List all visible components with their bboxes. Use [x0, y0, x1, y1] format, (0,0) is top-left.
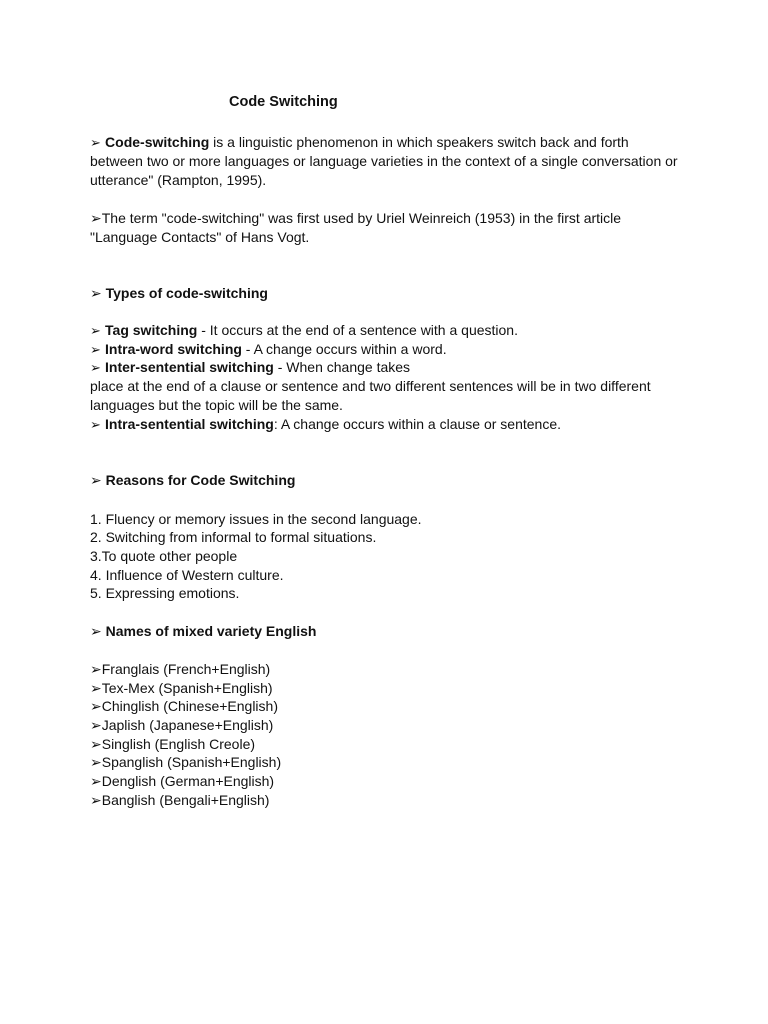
name-item: ➢Chinglish (Chinese+English) [90, 698, 278, 714]
reason-item: 5. Expressing emotions. [90, 585, 240, 601]
name-item: ➢Tex-Mex (Spanish+English) [90, 680, 273, 696]
history-line-1: ➢The term "code-switching" was first used by Uriel Weinreich (1953) in the first article [90, 210, 622, 226]
type-item-intra-word [90, 340, 447, 360]
history-line-2: "Language Contacts" of Hans Vogt. [90, 229, 310, 245]
type-term: Inter-sentential switching [105, 359, 274, 375]
intro-line-2: between two or more languages or language varieties in the context of a single conversation or [90, 153, 678, 169]
name-item: ➢Denglish (German+English) [90, 773, 275, 789]
name-item: ➢Japlish (Japanese+English) [90, 717, 274, 733]
types-heading: ➢ Types of code-switching [90, 285, 268, 301]
bullet-arrow-icon: ➢ [90, 343, 106, 358]
type-item-intra-sentential [90, 415, 561, 435]
names-heading: ➢ Names of mixed variety English [90, 623, 317, 639]
type-description: - When change takes [273, 359, 411, 375]
reason-item: 2. Switching from informal to formal situations. [90, 529, 377, 545]
type-term: Intra-sentential switching [105, 416, 274, 432]
reason-item: 1. Fluency or memory issues in the second language. [90, 511, 422, 527]
intro-text: is a linguistic phenomenon in which speakers switch back and forth [209, 134, 629, 150]
type-inter-sentential-line-3: languages but the topic will be the same. [90, 397, 343, 413]
reasons-heading: ➢ Reasons for Code Switching [90, 472, 296, 488]
bullet-arrow-icon: ➢ [90, 136, 106, 151]
name-item: ➢Singlish (English Creole) [90, 736, 256, 752]
type-term: Tag switching [105, 322, 198, 338]
bullet-arrow-icon: ➢ [90, 418, 106, 433]
type-description: - It occurs at the end of a sentence with a question. [197, 322, 518, 338]
intro-line-3: utterance" (Rampton, 1995). [90, 172, 267, 188]
reason-item: 4. Influence of Western culture. [90, 567, 284, 583]
intro-line-1 [90, 133, 629, 153]
name-item: ➢Franglais (French+English) [90, 661, 271, 677]
type-description: - A change occurs within a word. [241, 341, 447, 357]
type-item-tag [90, 321, 518, 341]
type-item-inter-sentential [90, 358, 410, 378]
name-item: ➢Banglish (Bengali+English) [90, 792, 270, 808]
intro-term: Code-switching [105, 134, 210, 150]
type-description: : A change occurs within a clause or sentence. [273, 416, 562, 432]
type-inter-sentential-line-2: place at the end of a clause or sentence and two different sentences will be in two different [90, 378, 651, 394]
bullet-arrow-icon: ➢ [90, 324, 106, 339]
page-title: Code Switching [229, 94, 338, 110]
name-item: ➢Spanglish (Spanish+English) [90, 754, 282, 770]
reason-item: 3.To quote other people [90, 548, 238, 564]
bullet-arrow-icon: ➢ [90, 361, 106, 376]
type-term: Intra-word switching [105, 341, 242, 357]
